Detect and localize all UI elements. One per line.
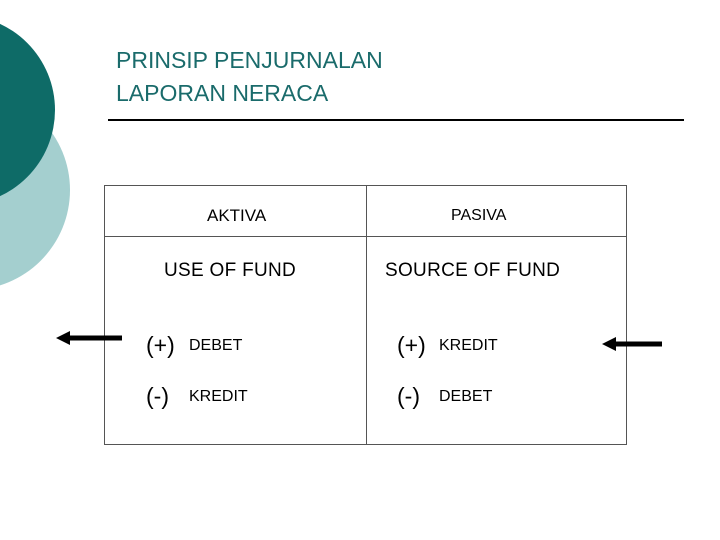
use-of-fund-label: USE OF FUND bbox=[164, 260, 297, 281]
left-row-2-label: KREDIT bbox=[189, 388, 248, 405]
title-line-1: PRINSIP PENJURNALAN bbox=[116, 47, 383, 73]
source-of-fund-label: SOURCE OF FUND bbox=[385, 260, 561, 281]
table-left-border bbox=[104, 185, 105, 445]
table-center-divider bbox=[366, 185, 367, 445]
arrow-left-icon bbox=[56, 328, 122, 348]
left-row-1-label: DEBET bbox=[189, 337, 243, 354]
left-row-2-sign: (-) bbox=[146, 383, 169, 409]
right-row-1-sign: (+) bbox=[397, 332, 426, 358]
decorative-circles bbox=[0, 0, 120, 320]
title-divider bbox=[108, 119, 684, 121]
table-right-border bbox=[626, 185, 627, 445]
arrow-left-icon bbox=[602, 334, 662, 354]
pasiva-header: PASIVA bbox=[451, 207, 507, 224]
right-row-1-label: KREDIT bbox=[439, 337, 498, 354]
right-row-2-label: DEBET bbox=[439, 388, 493, 405]
aktiva-header: AKTIVA bbox=[207, 206, 267, 225]
page-title bbox=[116, 44, 383, 110]
title-line-2: LAPORAN NERACA bbox=[116, 80, 329, 106]
right-row-2-sign: (-) bbox=[397, 383, 420, 409]
left-row-1-sign: (+) bbox=[146, 332, 175, 358]
